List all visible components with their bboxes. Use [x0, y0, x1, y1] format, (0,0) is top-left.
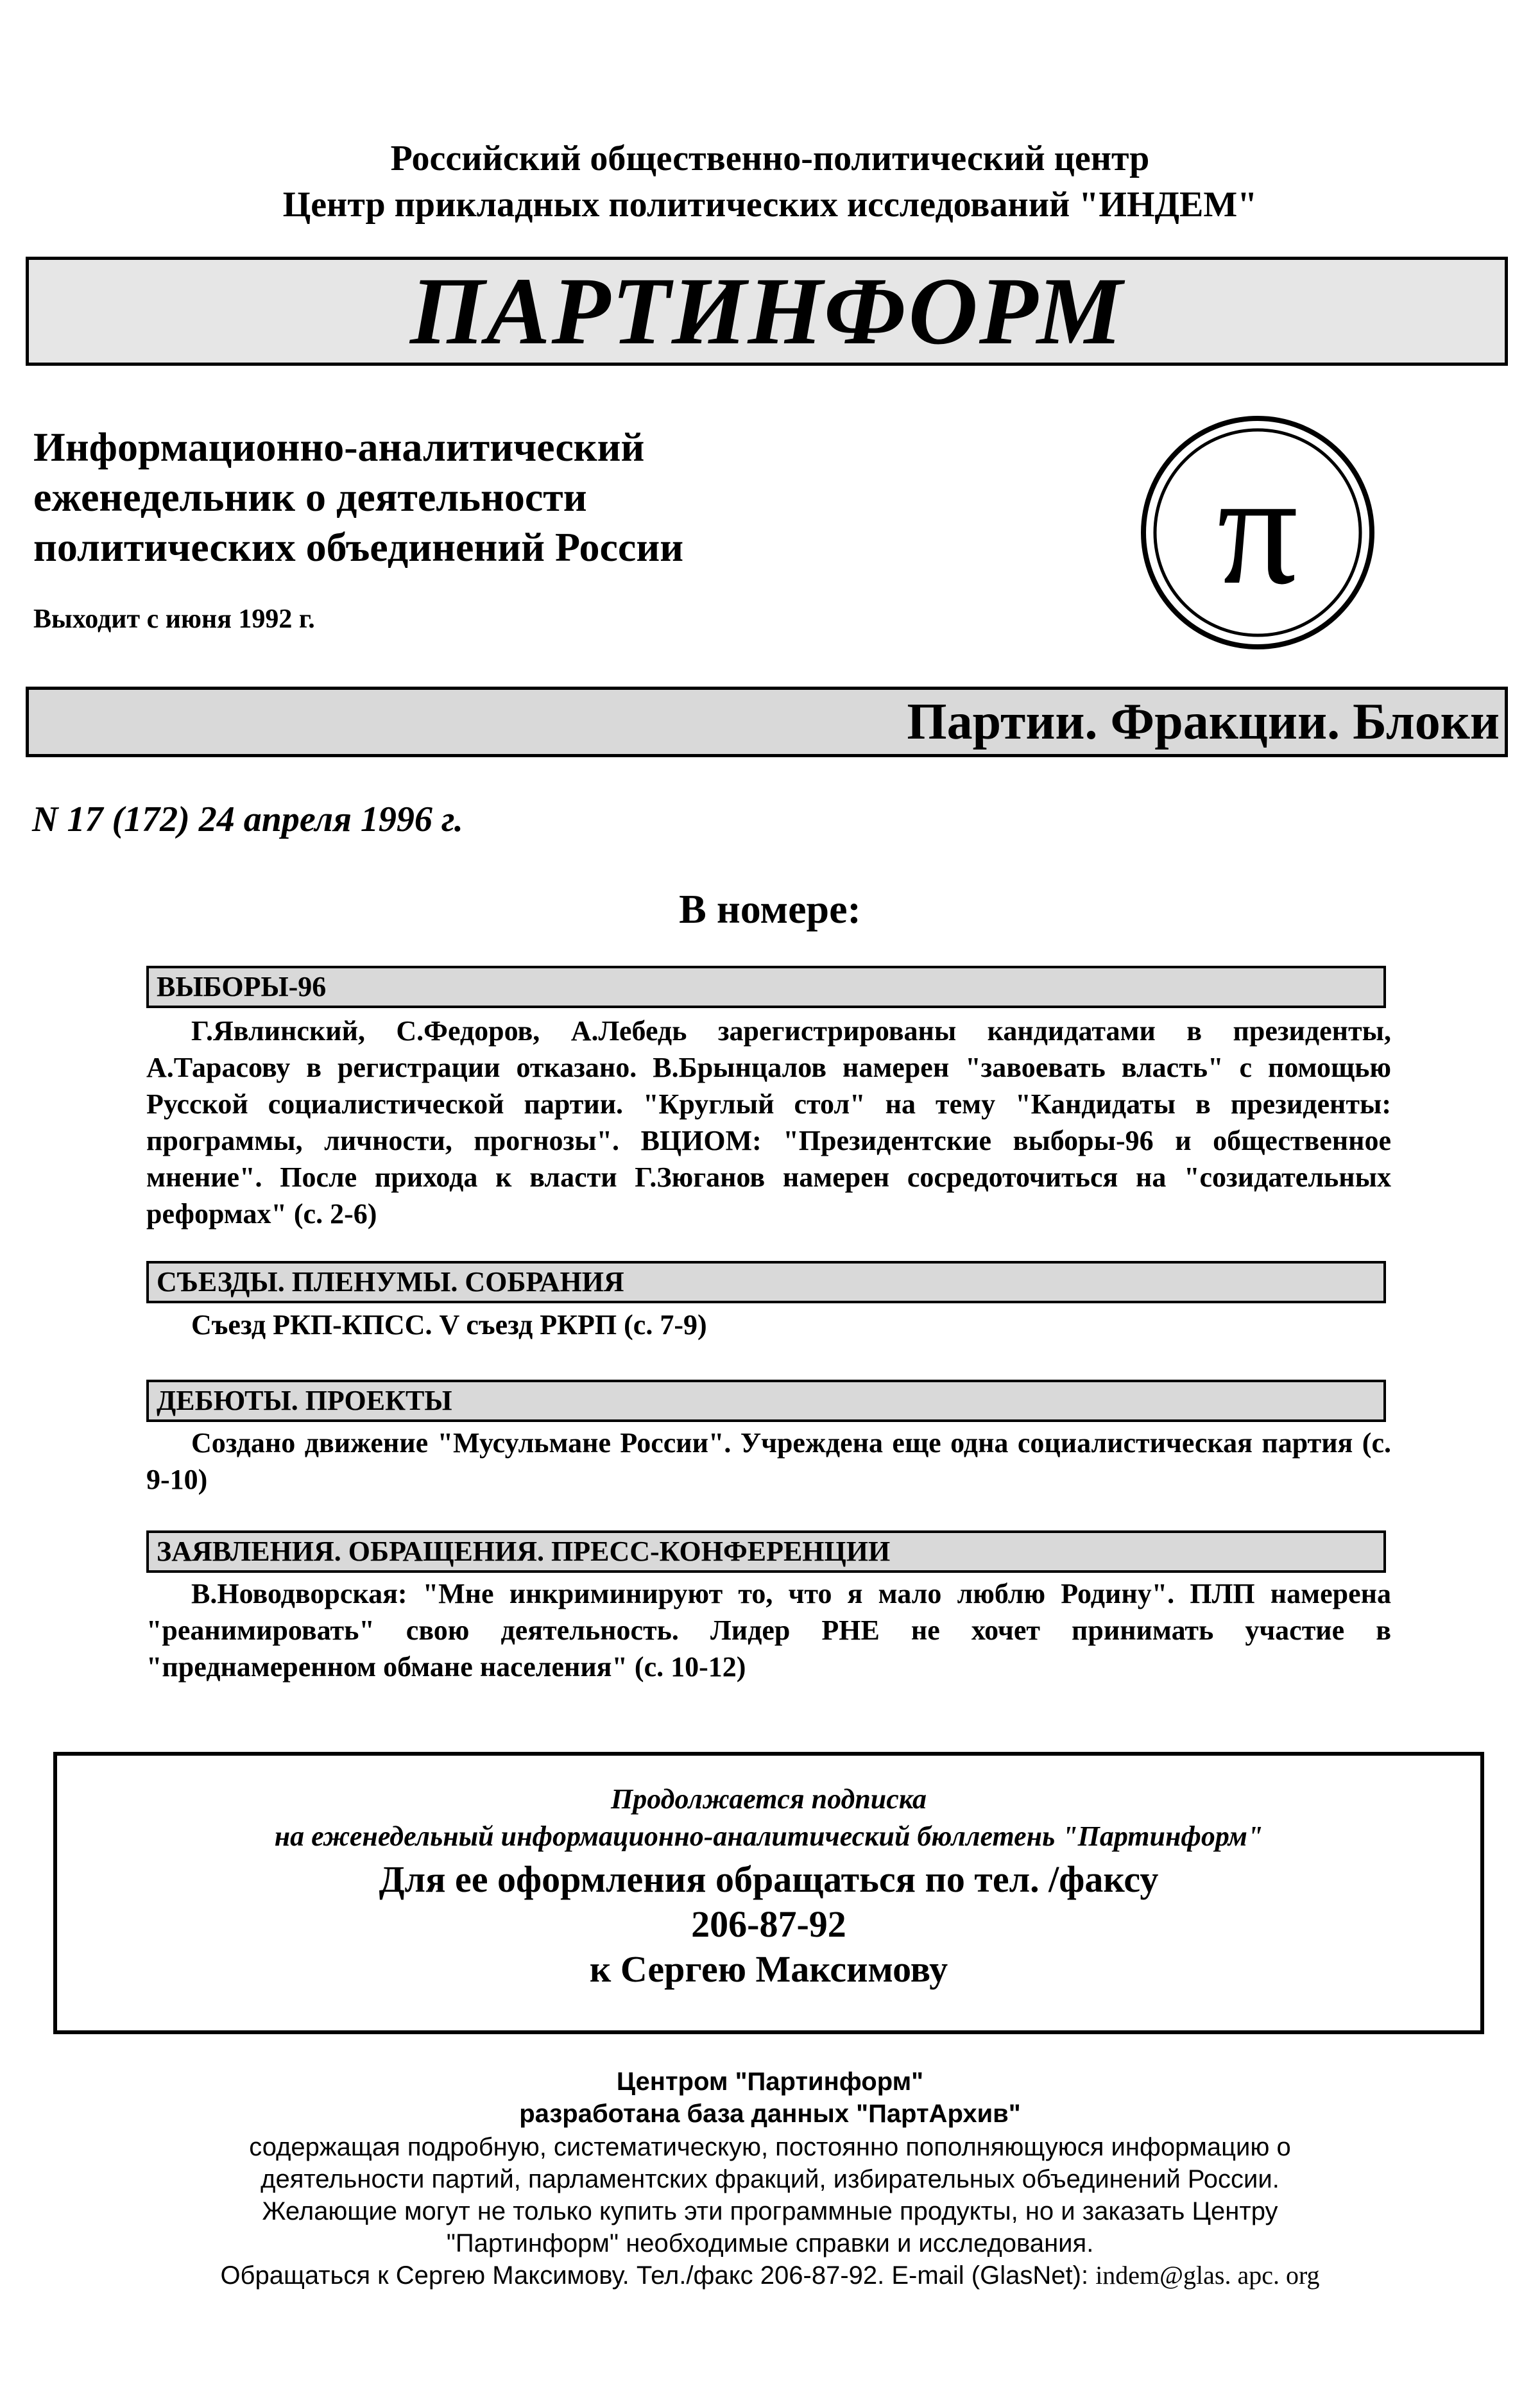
rubric-title: Партии. Фракции. Блоки	[907, 693, 1500, 750]
footer-line-4: деятельности партий, парламентских фракций, избирательных объединений России.	[261, 2165, 1279, 2193]
section-heading: ЗАЯВЛЕНИЯ. ОБРАЩЕНИЯ. ПРЕСС-КОНФЕРЕНЦИИ	[146, 1530, 1386, 1573]
subscription-line-3: Для ее оформления обращаться по тел. /факсу	[379, 1858, 1159, 1900]
footer-line-6: "Партинформ" необходимые справки и исследования.	[446, 2229, 1094, 2258]
footer-line-7: Обращаться к Сергею Максимову. Тел./факс 206-87-92. E-mail (GlasNet):	[220, 2261, 1089, 2290]
footer-line-2: разработана база данных "ПартАрхив"	[519, 2100, 1021, 2128]
footer-line-1: Центром "Партинформ"	[616, 2068, 924, 2096]
subscription-box	[53, 1752, 1484, 2034]
subscription-line-1: Продолжается подписка	[610, 1783, 927, 1815]
subscription-contact: к Сергею Максимову	[589, 1948, 948, 1990]
publication-title: ПАРТИНФОРМ	[409, 258, 1124, 364]
issue-number: N 17 (172) 24 апреля 1996 г.	[32, 800, 463, 839]
rubric-bar	[26, 687, 1508, 757]
section-heading: ДЕБЮТЫ. ПРОЕКТЫ	[146, 1380, 1386, 1422]
subscription-line-2: на еженедельный информационно-аналитический бюллетень "Партинформ"	[274, 1821, 1263, 1852]
footer-email[interactable]: indem@glas. apc. org	[1095, 2261, 1320, 2290]
section-body: Г.Явлинский, С.Федоров, А.Лебедь зарегистрированы кандидатами в президенты, А.Тарасову в регистрации отказано. В.Брынцалов намерен "завоевать власть" с помощью Русской социалистической партии. "Круглый стол" на тему "Кандидаты в президенты: программы, личности, прогнозы". ВЦИОМ: "Президентские выборы-96 и общественное мнение". После прихода к власти Г.Зюганов намерен сосредоточиться на "созидательных реформах" (с. 2-6)	[146, 1015, 1391, 1230]
description-line-1: Информационно-аналитический	[33, 424, 645, 470]
org-name-line-1: Российский общественно-политический центр	[390, 139, 1150, 178]
section-body: Создано движение "Мусульмане России". Учреждена еще одна социалистическая партия (с. 9-10)	[146, 1427, 1391, 1495]
section-body: Съезд РКП-КПСС. V съезд РКРП (с. 7-9)	[191, 1309, 707, 1341]
pi-symbol: π	[1217, 440, 1299, 618]
subscription-phone: 206-87-92	[691, 1903, 846, 1945]
footer-contact-line	[0, 2260, 1540, 2291]
pi-circle-logo	[1136, 411, 1380, 655]
description-line-3: политических объединений России	[33, 524, 684, 570]
publication-description	[33, 422, 683, 572]
description-line-2: еженедельник о деятельности	[33, 474, 587, 520]
section-heading: ВЫБОРЫ-96	[146, 966, 1386, 1008]
footer-line-5: Желающие могут не только купить эти программные продукты, но и заказать Центру	[262, 2197, 1278, 2225]
section-heading: СЪЕЗДЫ. ПЛЕНУМЫ. СОБРАНИЯ	[146, 1261, 1386, 1303]
section-body: В.Новодворская: "Мне инкриминируют то, что я мало люблю Родину". ПЛП намерена "реанимировать" свою деятельность. Лидер РНЕ не хочет принимать участие в "преднамеренном обмане населения" (с. 10-12)	[146, 1578, 1391, 1683]
org-name-line-2: Центр прикладных политических исследований "ИНДЕМ"	[282, 185, 1258, 225]
since-date: Выходит с июня 1992 г.	[33, 604, 315, 634]
footer-line-3: содержащая подробную, систематическую, постоянно пополняющуюся информацию о	[249, 2133, 1291, 2161]
contents-title: В номере:	[679, 886, 861, 932]
title-banner	[26, 257, 1508, 366]
